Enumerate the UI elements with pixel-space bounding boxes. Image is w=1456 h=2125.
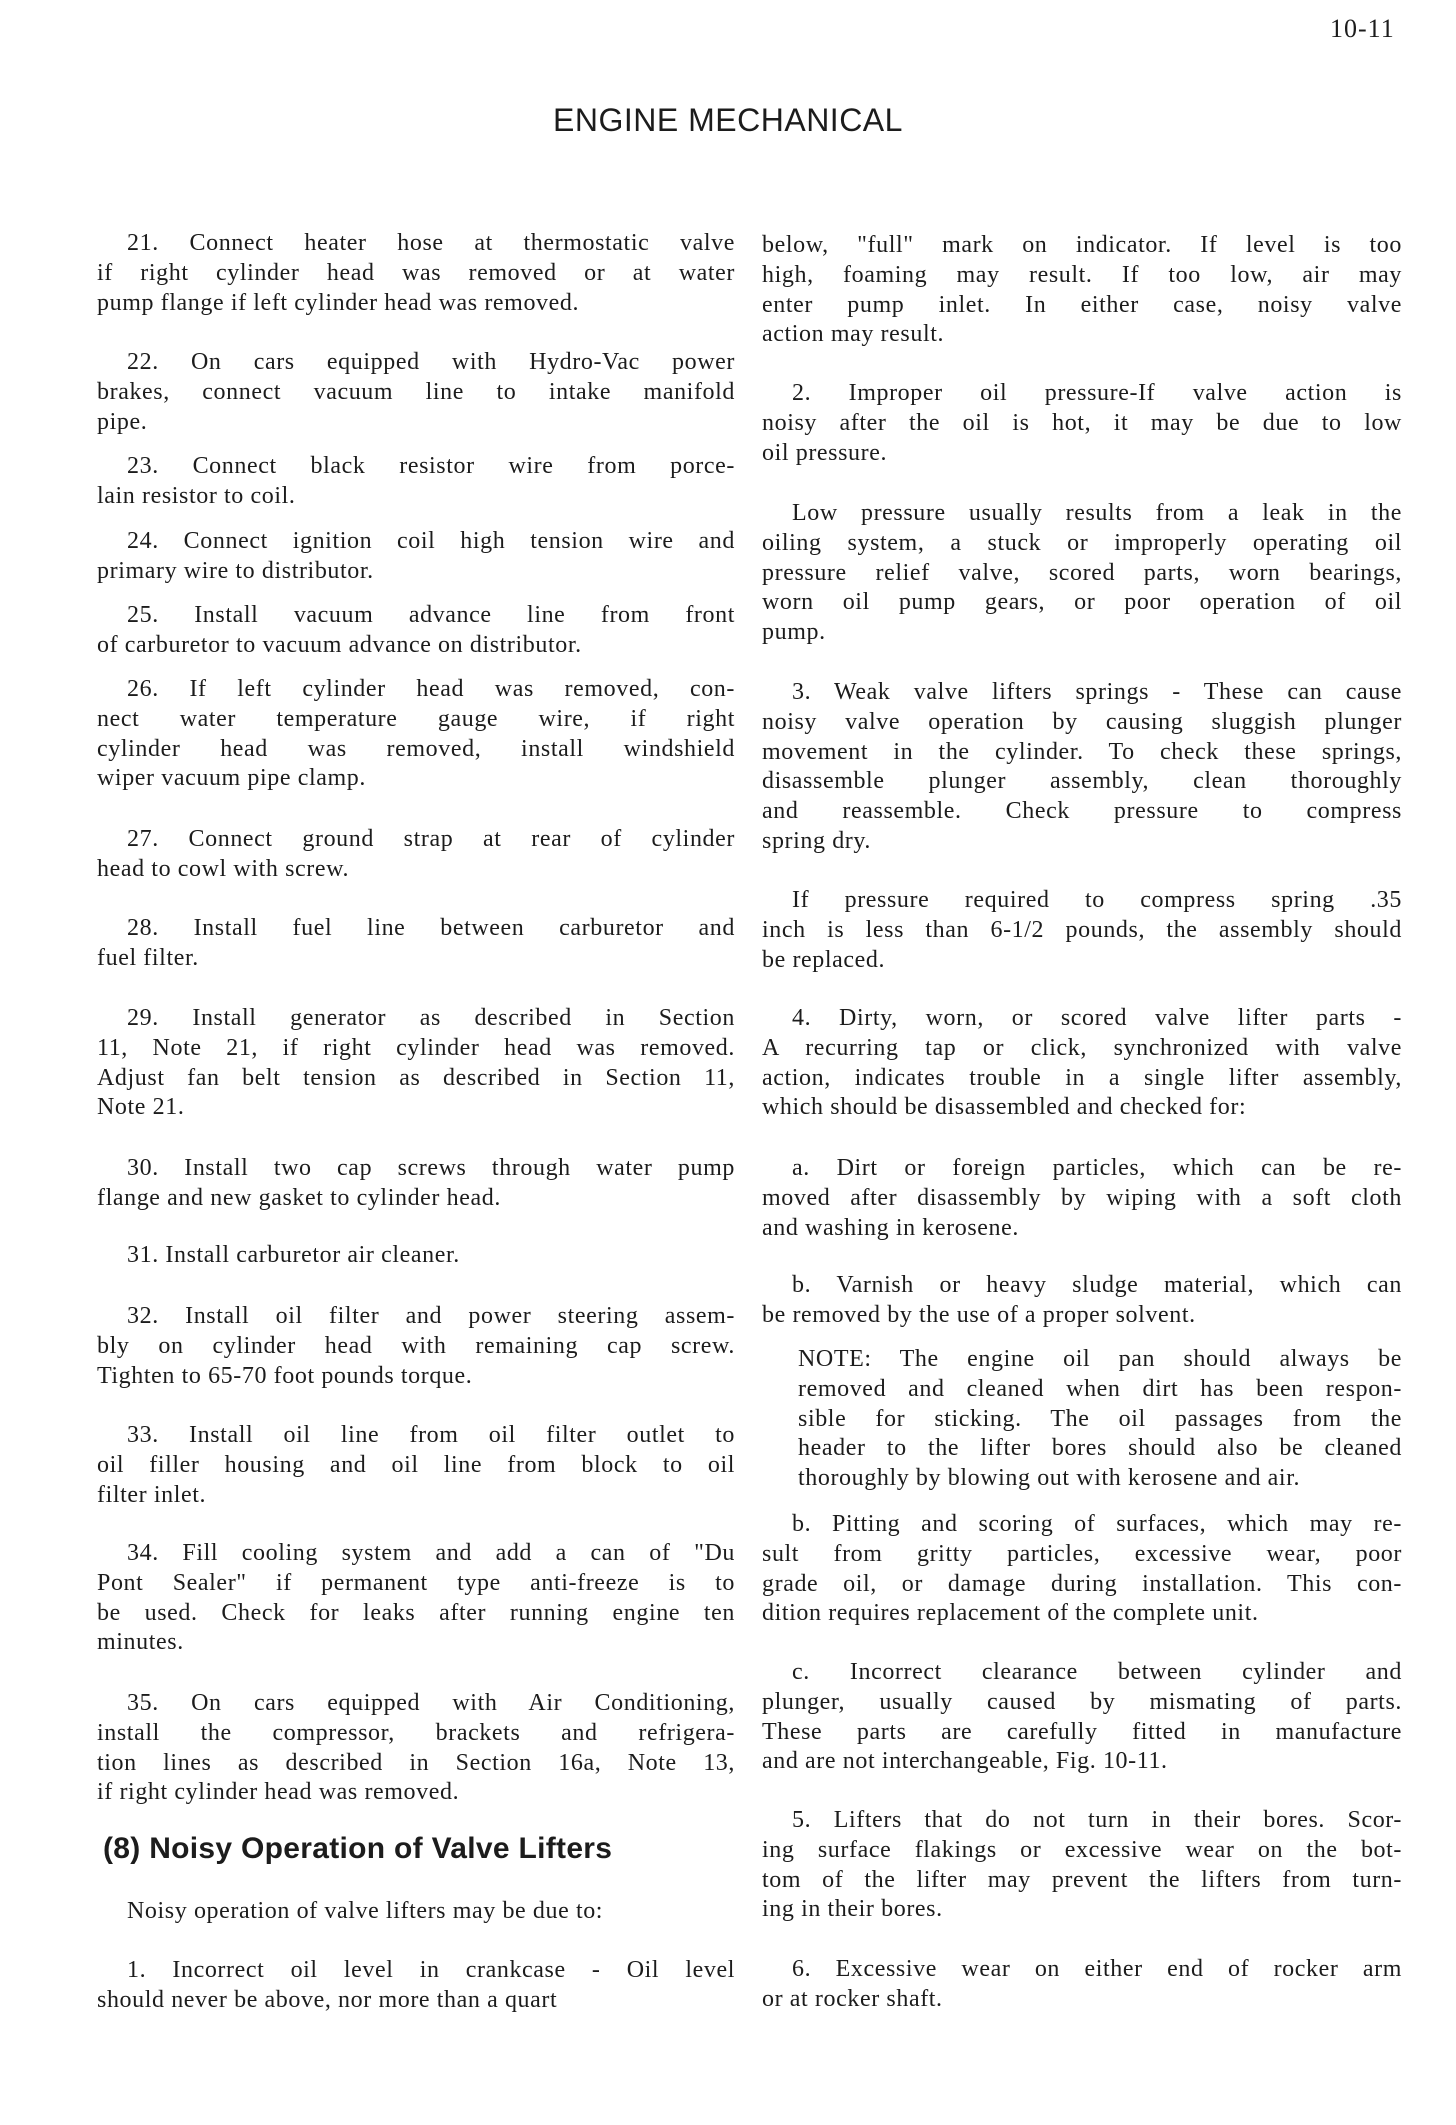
text-line: brakes, connect vacuum line to intake manifold [97, 378, 735, 405]
text-line: if right cylinder head was removed or at water [97, 259, 735, 286]
text-line: oiling system, a stuck or improperly operating oil [762, 529, 1402, 556]
text-line: noisy valve operation by causing sluggish plunger [762, 708, 1402, 735]
text-line: removed and cleaned when dirt has been respon- [798, 1375, 1402, 1402]
text-line: and are not interchangeable, Fig. 10-11. [762, 1748, 1168, 1775]
paragraph [97, 825, 735, 885]
paragraph [97, 1956, 735, 2016]
text-line: Pont Sealer" if permanent type anti-freeze is to [97, 1569, 735, 1596]
text-line: 29. Install generator as described in Section [127, 1005, 735, 1031]
text-line: 6. Excessive wear on either end of rocker arm [792, 1956, 1402, 1982]
text-line: plunger, usually caused by mismating of parts. [762, 1688, 1402, 1715]
text-line: be used. Check for leaks after running engine ten [97, 1599, 735, 1626]
text-line: 33. Install oil line from oil filter outlet to [127, 1422, 735, 1448]
text-line: 4. Dirty, worn, or scored valve lifter parts - [792, 1005, 1402, 1031]
paragraph [762, 1154, 1402, 1243]
text-line: oil pressure. [762, 439, 888, 466]
text-line: thoroughly by blowing out with kerosene and air. [798, 1465, 1301, 1492]
text-line: which should be disassembled and checked for: [762, 1094, 1247, 1121]
text-line: 32. Install oil filter and power steering assem- [127, 1303, 735, 1329]
paragraph [97, 914, 735, 974]
text-line: 30. Install two cap screws through water pump [127, 1155, 735, 1181]
paragraph [97, 1539, 735, 1658]
text-line: worn oil pump gears, or poor operation of oil [762, 589, 1402, 616]
paragraph [97, 1689, 735, 1808]
text-line: A recurring tap or click, synchronized with valve [762, 1034, 1402, 1061]
paragraph [762, 499, 1402, 648]
text-line: minutes. [97, 1629, 184, 1656]
text-line: sible for sticking. The oil passages from the [798, 1405, 1402, 1432]
paragraph [762, 1955, 1402, 2015]
text-line: Adjust fan belt tension as described in Section 11, [97, 1064, 735, 1091]
paragraph [762, 1510, 1402, 1629]
text-line: 27. Connect ground strap at rear of cylinder [127, 826, 735, 852]
text-line: Low pressure usually results from a leak in the [792, 500, 1402, 526]
text-line: action may result. [762, 321, 945, 348]
paragraph [97, 348, 735, 437]
text-line: enter pump inlet. In either case, noisy valve [762, 291, 1402, 318]
paragraph [762, 379, 1402, 468]
text-line: flange and new gasket to cylinder head. [97, 1184, 501, 1211]
text-line: pump. [762, 619, 826, 646]
paragraph [97, 1241, 735, 1271]
text-line: 21. Connect heater hose at thermostatic valve [127, 230, 735, 256]
paragraph [97, 1004, 735, 1123]
text-line: oil filler housing and oil line from block to oil [97, 1451, 735, 1478]
note-paragraph [798, 1345, 1402, 1494]
text-line: tion lines as described in Section 16a, Note 13, [97, 1749, 735, 1776]
paragraph [97, 527, 735, 587]
text-line: These parts are carefully fitted in manufacture [762, 1718, 1402, 1745]
text-line: ing surface flakings or excessive wear on the bot- [762, 1836, 1402, 1863]
text-line: install the compressor, brackets and refrigera- [97, 1719, 735, 1746]
text-line: or at rocker shaft. [762, 1985, 943, 2012]
text-line: a. Dirt or foreign particles, which can be re- [792, 1155, 1402, 1181]
text-line: fuel filter. [97, 944, 199, 971]
text-line: moved after disassembly by wiping with a soft cloth [762, 1184, 1402, 1211]
text-line: grade oil, or damage during installation. This con- [762, 1570, 1402, 1597]
paragraph [97, 1897, 735, 1927]
text-line: Tighten to 65-70 foot pounds torque. [97, 1362, 473, 1389]
text-line: movement in the cylinder. To check these springs, [762, 738, 1402, 765]
paragraph [762, 678, 1402, 857]
text-line: tom of the lifter may prevent the lifters from turn- [762, 1866, 1402, 1893]
text-line: wiper vacuum pipe clamp. [97, 765, 366, 792]
section-heading: (8) Noisy Operation of Valve Lifters [103, 1832, 613, 1865]
text-line: spring dry. [762, 827, 872, 854]
text-line: 22. On cars equipped with Hydro-Vac power [127, 349, 735, 375]
paragraph [97, 229, 735, 318]
paragraph [762, 1004, 1402, 1123]
page-number: 10-11 [1330, 14, 1395, 43]
text-line: of carburetor to vacuum advance on distributor. [97, 631, 582, 658]
text-line: pipe. [97, 408, 148, 435]
text-line: dition requires replacement of the complete unit. [762, 1600, 1259, 1627]
paragraph [762, 886, 1402, 975]
text-line: lain resistor to coil. [97, 482, 296, 509]
page-title: ENGINE MECHANICAL [553, 102, 903, 138]
text-line: If pressure required to compress spring .35 [792, 887, 1402, 913]
paragraph [762, 231, 1402, 350]
text-line: NOTE: The engine oil pan should always be [798, 1346, 1402, 1372]
paragraph [97, 675, 735, 794]
paragraph [97, 1154, 735, 1214]
text-line: ing in their bores. [762, 1896, 943, 1923]
text-line: and washing in kerosene. [762, 1214, 1020, 1241]
paragraph [762, 1658, 1402, 1777]
text-line: be removed by the use of a proper solvent. [762, 1301, 1196, 1328]
text-line: pump flange if left cylinder head was removed. [97, 289, 580, 316]
text-line: 3. Weak valve lifters springs - These can cause [792, 679, 1402, 705]
paragraph [97, 452, 735, 512]
text-line: be replaced. [762, 946, 886, 973]
text-line: 31. Install carburetor air cleaner. [127, 1242, 460, 1268]
paragraph [97, 1302, 735, 1391]
text-line: cylinder head was removed, install windshield [97, 735, 735, 762]
text-line: and reassemble. Check pressure to compress [762, 798, 1402, 825]
text-line: inch is less than 6-1/2 pounds, the assembly should [762, 916, 1402, 943]
paragraph [762, 1806, 1402, 1925]
paragraph [97, 601, 735, 661]
text-line: 5. Lifters that do not turn in their bores. Scor- [792, 1807, 1402, 1833]
text-line: 25. Install vacuum advance line from front [127, 602, 735, 628]
text-line: b. Varnish or heavy sludge material, which can [792, 1272, 1402, 1298]
text-line: 1. Incorrect oil level in crankcase - Oil level [127, 1957, 735, 1983]
text-line: header to the lifter bores should also be cleaned [798, 1435, 1402, 1462]
text-line: should never be above, nor more than a quart [97, 1986, 558, 2013]
text-line: 23. Connect black resistor wire from porce- [127, 453, 735, 479]
text-line: if right cylinder head was removed. [97, 1779, 460, 1806]
text-line: 28. Install fuel line between carburetor and [127, 915, 735, 941]
text-line: bly on cylinder head with remaining cap screw. [97, 1332, 735, 1359]
text-line: Note 21. [97, 1094, 185, 1121]
text-line: pressure relief valve, scored parts, worn bearings, [762, 559, 1402, 586]
text-line: sult from gritty particles, excessive wear, poor [762, 1540, 1402, 1567]
text-line: 26. If left cylinder head was removed, con- [127, 676, 735, 702]
text-line: 11, Note 21, if right cylinder head was removed. [97, 1034, 735, 1061]
text-line: 2. Improper oil pressure-If valve action is [792, 380, 1402, 406]
text-line: b. Pitting and scoring of surfaces, which may re- [792, 1511, 1402, 1537]
text-line: below, "full" mark on indicator. If level is too [762, 232, 1402, 258]
text-line: disassemble plunger assembly, clean thoroughly [762, 768, 1402, 795]
text-line: high, foaming may result. If too low, air may [762, 261, 1402, 288]
paragraph [762, 1271, 1402, 1331]
paragraph [97, 1421, 735, 1510]
text-line: c. Incorrect clearance between cylinder and [792, 1659, 1402, 1685]
text-line: head to cowl with screw. [97, 855, 350, 882]
text-line: Noisy operation of valve lifters may be due to: [127, 1898, 604, 1924]
text-line: filter inlet. [97, 1481, 207, 1508]
text-line: noisy after the oil is hot, it may be due to low [762, 409, 1402, 436]
text-line: primary wire to distributor. [97, 557, 374, 584]
text-line: action, indicates trouble in a single lifter assembly, [762, 1064, 1402, 1091]
text-line: 35. On cars equipped with Air Conditioning, [127, 1690, 735, 1716]
text-line: 24. Connect ignition coil high tension wire and [127, 528, 735, 554]
text-line: nect water temperature gauge wire, if right [97, 705, 735, 732]
text-line: 34. Fill cooling system and add a can of "Du [127, 1540, 735, 1566]
